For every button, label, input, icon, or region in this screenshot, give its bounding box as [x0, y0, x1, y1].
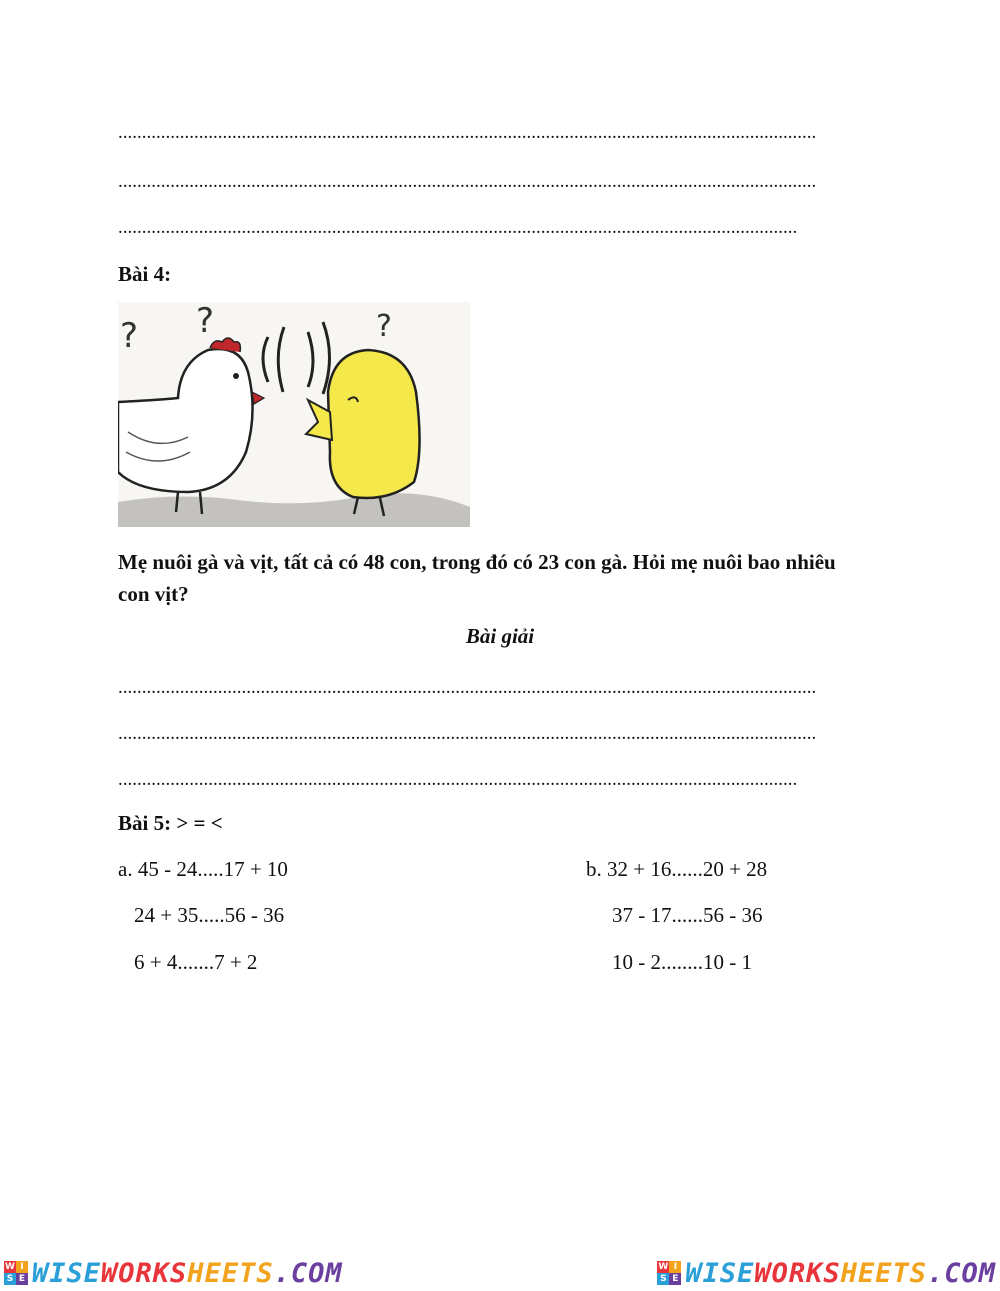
comparison-item[interactable]: 10 - 2........10 - 1 [612, 950, 752, 974]
exercise-5-heading: Bài 5: > = < [118, 811, 223, 835]
comparison-item[interactable]: 24 + 35.....56 - 36 [134, 903, 285, 927]
question-mark: ? [196, 302, 215, 341]
comparison-item[interactable]: 6 + 4.......7 + 2 [134, 950, 258, 974]
hen-and-chick-illustration [118, 302, 470, 527]
comparison-item[interactable]: b. 32 + 16......20 + 28 [586, 857, 768, 881]
solution-title: Bài giải [465, 624, 535, 648]
footer-watermark [0, 1255, 1000, 1291]
comparison-item[interactable]: 37 - 17......56 - 36 [612, 903, 763, 927]
answer-line[interactable]: ............................................................................................................................................... [118, 769, 798, 790]
answer-line[interactable]: ................................................................................................................................................... [118, 677, 817, 698]
exercise-4-problem: Mẹ nuôi gà và vịt, tất cả có 48 con, trong đó có 23 con gà. Hỏi mẹ nuôi bao nhiêu con vịt? [118, 550, 836, 606]
answer-line[interactable]: ................................................................................................................................................... [118, 723, 817, 744]
exercise-4-heading: Bài 4: [118, 262, 172, 286]
wiseworksheets-logo-icon: W I S E [4, 1261, 28, 1285]
comparison-item[interactable]: a. 45 - 24.....17 + 10 [118, 857, 288, 881]
answer-line[interactable]: ................................................................................................................................................... [118, 122, 817, 143]
wiseworksheets-logo-icon: W I S E [657, 1261, 681, 1285]
answer-line[interactable]: ................................................................................................................................................... [118, 171, 817, 192]
answer-line[interactable]: ............................................................................................................................................... [118, 217, 798, 238]
brand[interactable] [4, 1258, 343, 1289]
brand-text: WISEWORKSHEETS.COM [685, 1257, 996, 1289]
brand[interactable] [657, 1258, 996, 1289]
question-mark: ? [376, 309, 392, 344]
brand-text: WISEWORKSHEETS.COM [32, 1257, 343, 1289]
question-mark: ? [120, 316, 139, 356]
